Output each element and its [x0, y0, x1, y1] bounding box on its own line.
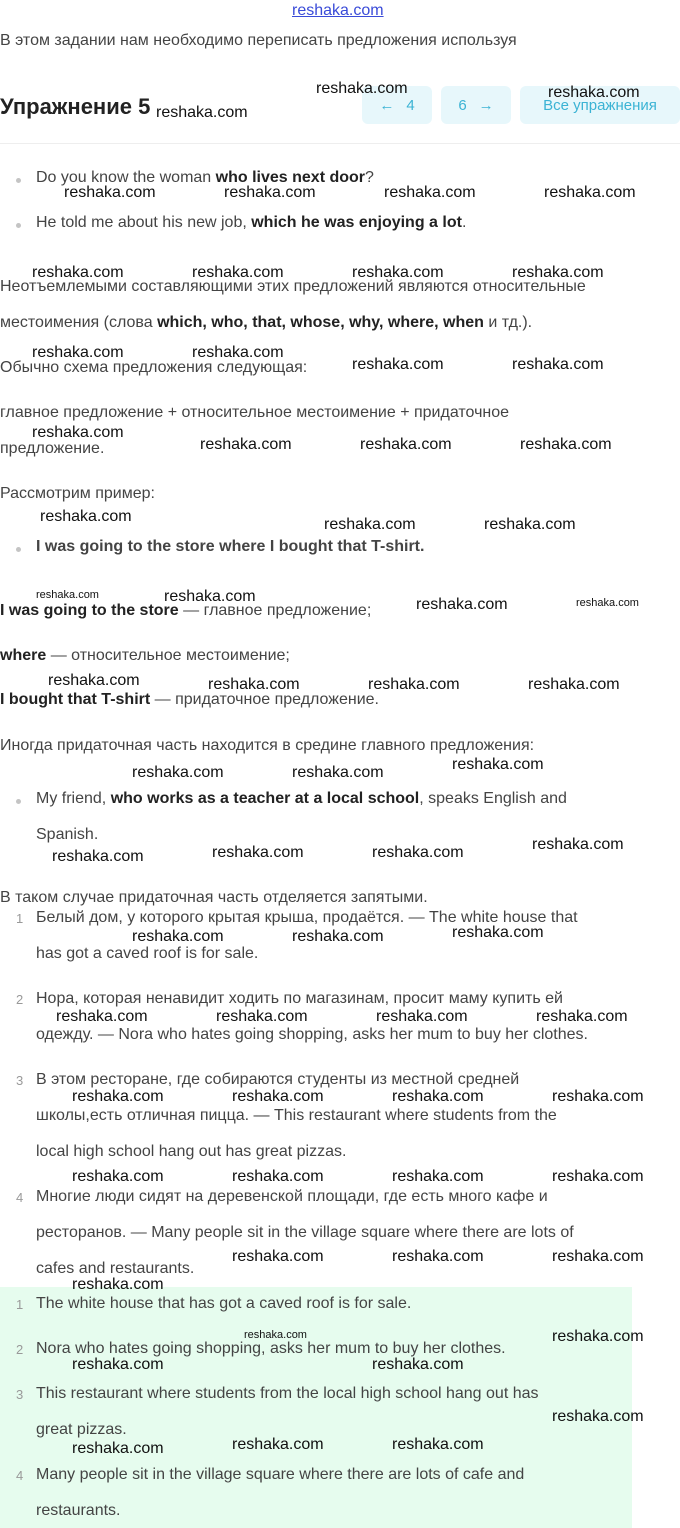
paragraph: Иногда придаточная часть находится в средине главного предложения: — [0, 737, 535, 754]
paragraph: Обычно схема предложения следующая: — [0, 359, 308, 376]
watermark: reshaka.com — [52, 848, 144, 865]
watermark: reshaka.com — [232, 1088, 324, 1105]
watermark: reshaka.com — [552, 1168, 644, 1185]
watermark: reshaka.com — [416, 596, 508, 613]
watermark: reshaka.com — [552, 1408, 644, 1425]
watermark: reshaka.com — [512, 264, 604, 281]
watermark: reshaka.com — [72, 1440, 164, 1457]
watermark: reshaka.com — [32, 424, 124, 441]
task-line: В этом ресторане, где собираются студенты из местной средней — [36, 1071, 520, 1088]
watermark: reshaka.com — [132, 928, 224, 945]
paragraph: предложение. — [0, 440, 105, 457]
watermark: reshaka.com — [392, 1168, 484, 1185]
watermark: reshaka.com — [372, 844, 464, 861]
paragraph: Неотъемлемыми составляющими этих предложений являются относительные — [0, 278, 586, 295]
watermark: reshaka.com — [484, 516, 576, 533]
bullet-icon — [16, 178, 21, 183]
task-line: ресторанов. — Many people sit in the village square where there are lots of — [36, 1224, 574, 1241]
watermark: reshaka.com — [384, 184, 476, 201]
all-exercises-label: Все упражнения — [543, 96, 657, 114]
watermark: reshaka.com — [520, 436, 612, 453]
watermark: reshaka.com — [536, 1008, 628, 1025]
watermark: reshaka.com — [200, 436, 292, 453]
watermark: reshaka.com — [512, 356, 604, 373]
clipped-paragraph — [0, 884, 680, 908]
watermark: reshaka.com — [232, 1436, 324, 1453]
watermark: reshaka.com — [72, 1168, 164, 1185]
watermark: reshaka.com — [216, 1008, 308, 1025]
watermark: reshaka.com — [548, 84, 640, 101]
watermark: reshaka.com — [192, 344, 284, 361]
task-line: Нора, которая ненавидит ходить по магазинам, просит маму купить ей — [36, 990, 563, 1007]
answer-line: great pizzas. — [36, 1421, 127, 1438]
watermark: reshaka.com — [132, 764, 224, 781]
paragraph: главное предложение + относительное местоимение + придаточное — [0, 404, 510, 421]
example-item: He told me about his new job, which he was enjoying a lot. — [36, 214, 467, 231]
answer-number: 1 — [16, 1297, 24, 1312]
watermark: reshaka.com — [72, 1356, 164, 1373]
watermark: reshaka.com — [392, 1248, 484, 1265]
example-sentence: I was going to the store where I bought that T-shirt. — [36, 538, 425, 555]
task-number: 2 — [16, 992, 24, 1007]
paragraph: местоимения (слова which, who, that, whose, why, where, when и тд.). — [0, 314, 533, 331]
watermark: reshaka.com — [372, 1356, 464, 1373]
bullet-icon — [16, 799, 21, 804]
watermark: reshaka.com — [64, 184, 156, 201]
watermark: reshaka.com — [368, 676, 460, 693]
watermark: reshaka.com — [36, 589, 99, 601]
task-line: одежду. — Nora who hates going shopping, asks her mum to buy her clothes. — [36, 1026, 588, 1043]
watermark: reshaka.com — [40, 508, 132, 525]
watermark: reshaka.com — [392, 1088, 484, 1105]
answer-line: restaurants. — [36, 1502, 121, 1519]
task-number: 3 — [16, 1073, 24, 1088]
watermark: reshaka.com — [392, 1436, 484, 1453]
answer-line: This restaurant where students from the local high school hang out has — [36, 1385, 539, 1402]
task-line: has got a caved roof is for sale. — [36, 945, 259, 962]
middle-example-cont: Spanish. — [36, 826, 99, 843]
example-item: Do you know the woman who lives next door? — [36, 169, 374, 186]
watermark: reshaka.com — [244, 1329, 307, 1341]
watermark: reshaka.com — [72, 1088, 164, 1105]
watermark: reshaka.com — [552, 1248, 644, 1265]
divider — [0, 143, 680, 144]
watermark: reshaka.com — [32, 264, 124, 281]
answer-number: 2 — [16, 1342, 24, 1357]
task-number: 1 — [16, 911, 24, 926]
intro-text: В этом задании нам необходимо переписать предложения используя — [0, 32, 517, 49]
watermark: reshaka.com — [316, 80, 408, 97]
task-line: школы,есть отличная пицца. — This restaurant where students from the — [36, 1107, 557, 1124]
watermark: reshaka.com — [192, 264, 284, 281]
sentence-part: where — относительное местоимение; — [0, 647, 290, 664]
watermark: reshaka.com — [292, 764, 384, 781]
watermark: reshaka.com — [576, 597, 639, 609]
watermark: reshaka.com — [48, 672, 140, 689]
next-exercise-button[interactable] — [441, 86, 511, 124]
watermark: reshaka.com — [156, 104, 248, 121]
task-line: Белый дом, у которого крытая крыша, продаётся. — The white house that — [36, 909, 578, 926]
watermark: reshaka.com — [352, 264, 444, 281]
watermark: reshaka.com — [552, 1088, 644, 1105]
watermark: reshaka.com — [232, 1168, 324, 1185]
answer-number: 4 — [16, 1468, 24, 1483]
bullet-icon — [16, 223, 21, 228]
answer-block — [0, 1287, 632, 1528]
watermark: reshaka.com — [208, 676, 300, 693]
prev-exercise-label: 4 — [406, 96, 415, 114]
paragraph: Рассмотрим пример: — [0, 485, 155, 502]
watermark: reshaka.com — [532, 836, 624, 853]
watermark: reshaka.com — [376, 1008, 468, 1025]
watermark: reshaka.com — [360, 436, 452, 453]
arrow-right-icon: → — [478, 96, 494, 114]
watermark: reshaka.com — [232, 1248, 324, 1265]
task-line: local high school hang out has great pizzas. — [36, 1143, 347, 1160]
task-number: 4 — [16, 1190, 24, 1205]
paragraph: В таком случае придаточная часть отделяется запятыми. — [0, 889, 428, 906]
watermark: reshaka.com — [292, 928, 384, 945]
answer-line: Many people sit in the village square where there are lots of cafe and — [36, 1466, 525, 1483]
arrow-left-icon: ← — [379, 96, 395, 114]
site-link[interactable]: reshaka.com — [292, 2, 384, 19]
watermark: reshaka.com — [452, 756, 544, 773]
watermark: reshaka.com — [452, 924, 544, 941]
watermark: reshaka.com — [32, 344, 124, 361]
watermark: reshaka.com — [212, 844, 304, 861]
bullet-icon — [16, 547, 21, 552]
watermark: reshaka.com — [544, 184, 636, 201]
watermark: reshaka.com — [352, 356, 444, 373]
task-line: Многие люди сидят на деревенской площади, где есть много кафе и — [36, 1188, 548, 1205]
sentence-part: I bought that T-shirt — придаточное предложение. — [0, 691, 379, 708]
answer-line: Nora who hates going shopping, asks her mum to buy her clothes. — [36, 1340, 506, 1357]
next-exercise-label: 6 — [458, 96, 467, 114]
answer-line: The white house that has got a caved roof is for sale. — [36, 1295, 412, 1312]
watermark: reshaka.com — [528, 676, 620, 693]
watermark: reshaka.com — [164, 588, 256, 605]
watermark: reshaka.com — [324, 516, 416, 533]
watermark: reshaka.com — [224, 184, 316, 201]
answer-number: 3 — [16, 1387, 24, 1402]
sentence-part: I was going to the store — главное предложение; — [0, 602, 372, 619]
watermark: reshaka.com — [72, 1276, 164, 1293]
watermark: reshaka.com — [552, 1328, 644, 1345]
middle-example: My friend, who works as a teacher at a local school, speaks English and — [36, 790, 567, 807]
watermark: reshaka.com — [56, 1008, 148, 1025]
page-title: Упражнение 5 — [0, 94, 151, 119]
task-line: cafes and restaurants. — [36, 1260, 195, 1277]
